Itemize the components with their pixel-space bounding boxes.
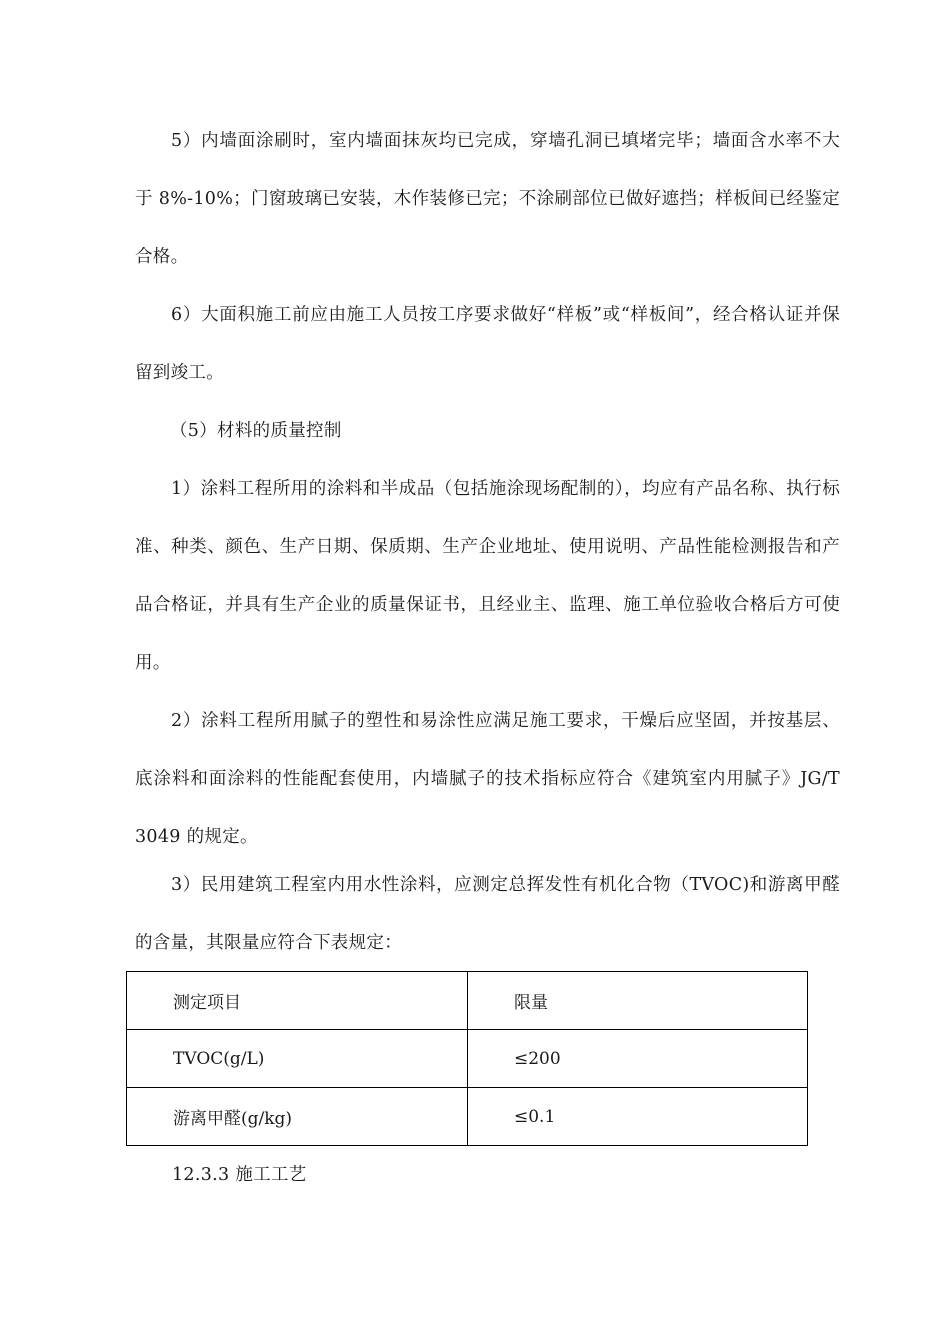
paragraph-material-1: 1）涂料工程所用的涂料和半成品（包括施涂现场配制的），均应有产品名称、执行标准、种类、颜色、生产日期、保质期、生产企业地址、使用说明、产品性能检测报告和产品合格证，并具有生产企业的质量保证书，且经业主、监理、施工单位验收合格后方可使用。 — [135, 479, 840, 673]
table-cell-item: TVOC(g/L) — [127, 1030, 468, 1088]
table-cell-item: 游离甲醛(g/kg) — [127, 1088, 468, 1146]
section-title: （5）材料的质量控制 — [170, 421, 342, 441]
paragraph-item-5: 5）内墙面涂刷时，室内墙面抹灰均已完成，穿墙孔洞已填堵完毕；墙面含水率不大于 8%-10%；门窗玻璃已安装，木作装修已完；不涂刷部位已做好遮挡；样板间已经鉴定合格。 — [135, 131, 840, 267]
paragraph-material-3: 3）民用建筑工程室内用水性涂料，应测定总挥发性有机化合物（TVOC)和游离甲醛的含量，其限量应符合下表规定： — [135, 875, 840, 953]
paragraph-item-6: 6）大面积施工前应由施工人员按工序要求做好“样板”或“样板间”，经合格认证并保留到竣工。 — [135, 305, 840, 383]
table-header-limit: 限量 — [468, 972, 808, 1030]
table-header-row — [127, 972, 808, 1030]
paragraph-material-2: 2）涂料工程所用腻子的塑性和易涂性应满足施工要求，干燥后应坚固，并按基层、底涂料和面涂料的性能配套使用，内墙腻子的技术指标应符合《建筑室内用腻子》JG/T 3049 的规定。 — [135, 711, 840, 847]
table-row — [127, 1030, 808, 1088]
table-cell-limit: ≤0.1 — [468, 1088, 808, 1146]
next-section-heading: 12.3.3 施工工艺 — [172, 1165, 307, 1185]
limits-table — [126, 971, 808, 1146]
table-header-item: 测定项目 — [127, 972, 468, 1030]
table-row — [127, 1088, 808, 1146]
table-cell-limit: ≤200 — [468, 1030, 808, 1088]
